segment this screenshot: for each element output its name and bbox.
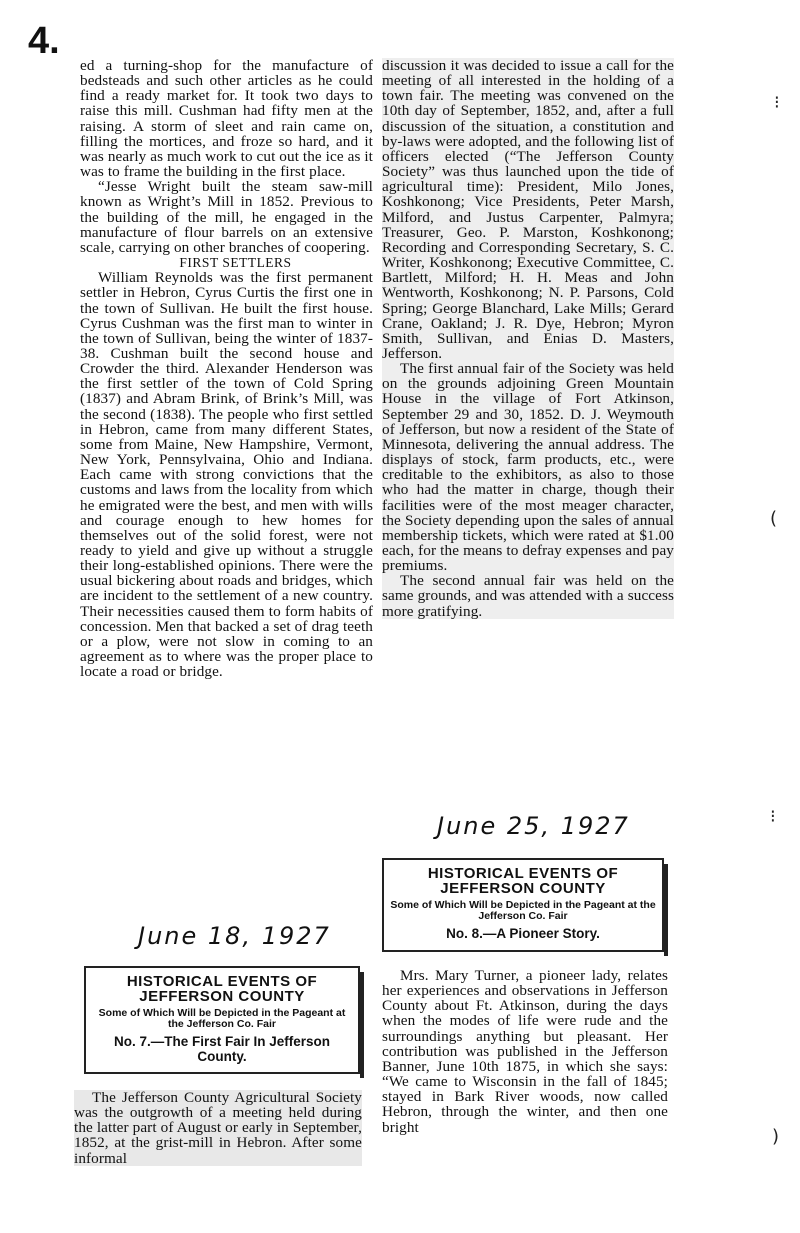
right-paragraph-2: The first annual fair of the Society was held on the grounds adjoining Green Mountain House in the village of Fort Atkinson, September 29 and 30, 1852. D. J. Weymouth of Jefferson, but now a resident of the State of Minnesota, delivering the annual address. The displays of stock, farm products, etc., were creditable to the exhibitors, as also to those who had the matter in charge, though their facilities were of the most meager character, the Society depending upon the sales of annual membership tickets, which were rated at $1.00 each, for the means to defray expenses and pay premiums. <box>382 360 674 575</box>
box7-heading-line2: JEFFERSON COUNTY <box>139 988 305 1005</box>
box7-number-title: No. 7.—The First Fair In Jefferson County. <box>113 1034 331 1064</box>
lower-left-article <box>74 1090 362 1166</box>
box7-heading-line1: HISTORICAL EVENTS OF <box>126 973 318 990</box>
settlers-paragraph: William Reynolds was the first permanent settler in Hebron, Cyrus Curtis the first one in the town of Sullivan. He built the first house. Cyrus Cushman was the first man to winter in the town of Sullivan, being the winter of 1837-38. Cushman built the second house and Crowder the third. Alexander Henderson was the first settler of the town of Cold Spring (1837) and Abram Brink, of Brink’s Mill, was the second (1838). The people who first settled in Hebron, came from many different States, some from Maine, New Hampshire, Vermont, New York, Pennsylvaina, Ohio and Indiana. Each came with strong convictions that the customs and laws from the locality from which he emigrated were the best, and men with wills and courage enough to hew homes for themselves out of the solid forest, were not ready to yield and give up without a struggle their long-established opinions. There were the usual bickering about roads and bridges, which are incident to the settlement of a new country. Their necessities caused them to form habits of concession. Men that backed a set of drag teeth or a plow, were not slow in coming to an agreement as to where was the proper place to locate a road or bridge. <box>80 269 373 681</box>
margin-mark-2: ( <box>770 508 778 529</box>
handwritten-date-june-18: June 18, 1927 <box>138 922 331 950</box>
lower-right-article <box>382 968 668 1135</box>
box8-heading-line2: JEFFERSON COUNTY <box>440 880 606 897</box>
box8-heading-line1: HISTORICAL EVENTS OF <box>427 865 619 882</box>
box7-subheading: Some of Which Will be Depicted in the Pageant at the Jefferson Co. Fair <box>98 1007 346 1030</box>
handwritten-date-june-25: June 25, 1927 <box>437 812 630 840</box>
right-column <box>382 58 674 619</box>
box8-number-title: No. 8.—A Pioneer Story. <box>446 926 600 941</box>
margin-mark-4: ) <box>772 1126 780 1147</box>
box8-subheading: Some of Which Will be Depicted in the Pageant at the Jefferson Co. Fair <box>390 899 656 922</box>
margin-mark-3: ⁝ <box>770 806 776 827</box>
page-number: 4. <box>28 20 60 62</box>
lower-right-paragraph: Mrs. Mary Turner, a pioneer lady, relates her experiences and observations in Jefferson County about Ft. Atkinson, during the days when the modes of life were rude and the surroundings anything but pleasant. Her contribution was published in the Jefferson Banner, June 10th 1875, in which she says: “We came to Wisconsin in the fall of 1845; stayed in Bark River woods, now called Hebron, through the winter, and then one bright <box>382 967 668 1136</box>
left-paragraph-2: “Jesse Wright built the steam saw-mill known as Wright’s Mill in 1852. Previous to the building of the mill, he engaged in the manufacture of flour barrels on an extensive scale, carrying on other branches of coopering. <box>80 178 373 256</box>
headline-box-no7 <box>84 966 360 1074</box>
first-settlers-subhead: FIRST SETTLERS <box>179 255 292 271</box>
headline-box-no8 <box>382 858 664 952</box>
left-paragraph-1: ed a turning-shop for the manufacture of bedsteads and such other articles as he could find a ready market for. It took two days to raise this mill. Cushman had fifty men at the raising. A storm of sleet and rain came on, filling the mortices, and froze so hard, and it was nearly as much work to cut out the ice as it was to frame the building in the first place. <box>80 57 373 181</box>
margin-mark-1: ⁝ <box>774 92 780 113</box>
right-paragraph-3: The second annual fair was held on the same grounds, and was attended with a success more gratifying. <box>382 572 674 620</box>
right-paragraph-1: discussion it was decided to issue a call for the meeting of all interested in the holding of a town fair. The meeting was convened on the 10th day of September, 1852, and, after a full discussion of the situation, a constitution and by-laws were adopted, and the following list of officers elected (“The Jefferson County Society” was thus launched upon the tide of agricultural time): President, Milo Jones, Koshkonong; Vice Presidents, Peter Marsh, Milford, and Justus Carpenter, Palmyra; Treasurer, Geo. P. Marston, Koshkonong; Recording and Corresponding Secretary, S. C. Writer, Koshkonong; Executive Committee, C. Bartlett, Milford; H. H. Meas and John Wentworth, Koshkonong; N. P. Parsons, Cold Spring; George Blanchard, Lake Mills; Gerard Crane, Oakland; J. R. Dye, Hebron; Myron Smith, Sullivan, and Enias D. Masters, Jefferson. <box>382 57 674 362</box>
left-column <box>80 58 373 679</box>
lower-left-paragraph: The Jefferson County Agricultural Society was the outgrowth of a meeting held during the latter part of August or early in September, 1852, at the grist-mill in Hebron. After some informal <box>74 1089 362 1167</box>
